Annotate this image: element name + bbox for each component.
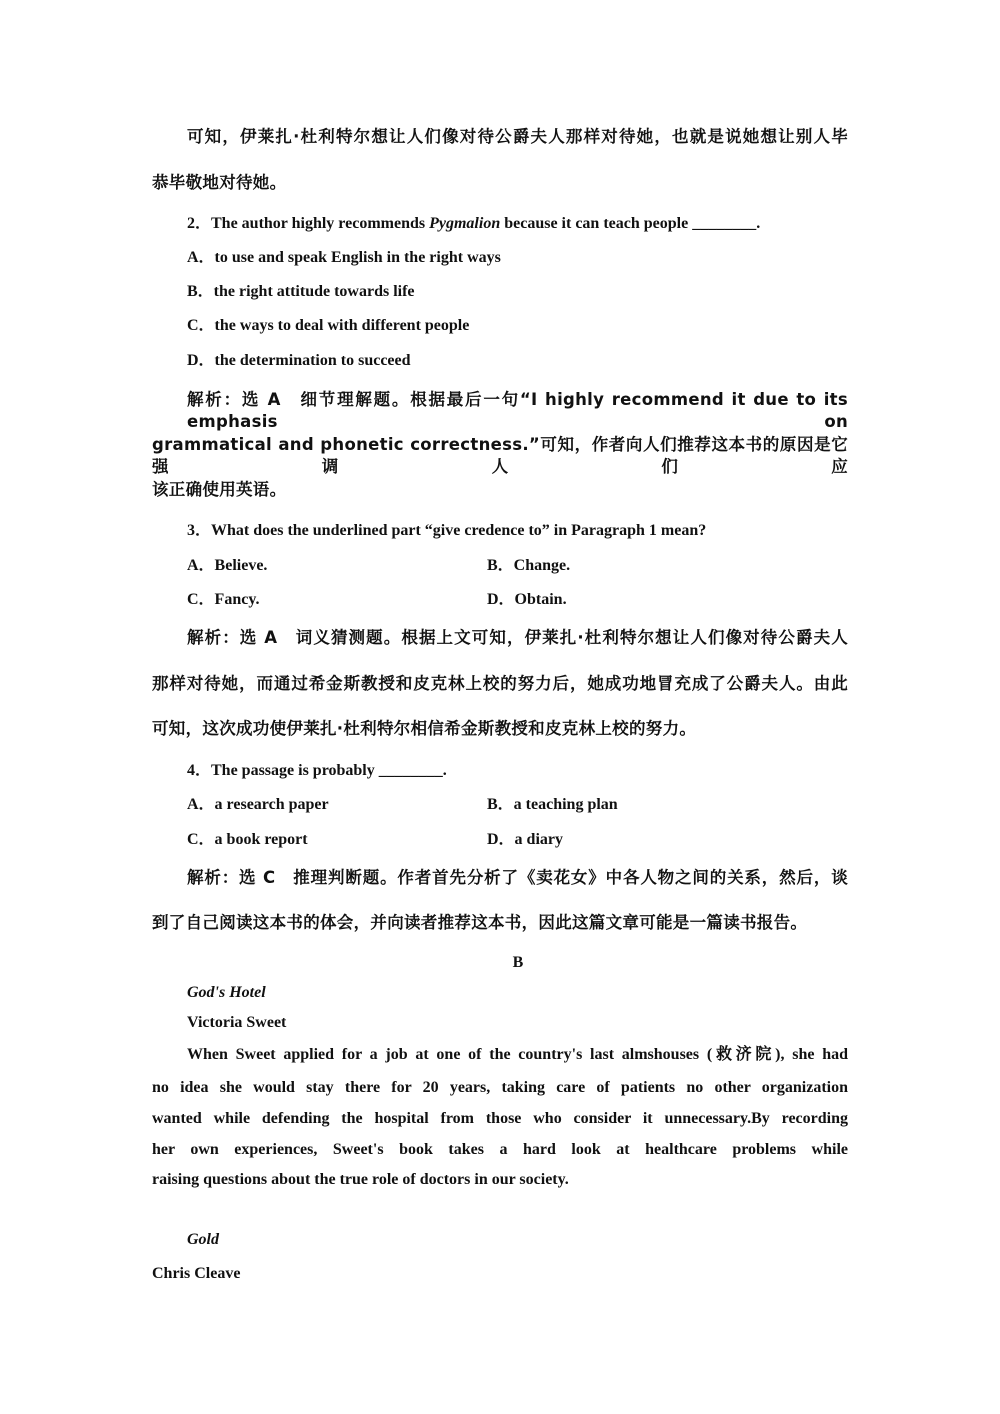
paragraph-line: When Sweet applied for a job at one of the country's last almshouses (救济院), she had — [187, 1046, 848, 1063]
analysis-line: 到了自己阅读这本书的体会，并向读者推荐这本书，因此这篇文章可能是一篇读书报告。 — [152, 913, 808, 932]
stem-text: 2．The author highly recommends — [187, 215, 430, 232]
option-b: B．a teaching plan — [487, 796, 618, 813]
paragraph-line: her own experiences, Sweet's book takes a hard look at healthcare problems while — [152, 1141, 848, 1158]
analysis-line: 解析：选 A 词义猜测题。根据上文可知，伊莱扎·杜利特尔想让人们像对待公爵夫人 — [187, 628, 848, 647]
book-title: Pygmalion — [429, 215, 501, 232]
option-row — [187, 555, 848, 577]
question-2-stem — [187, 213, 848, 235]
option-c: C．Fancy. — [187, 591, 260, 608]
analysis-line: 那样对待她，而通过希金斯教授和皮克林上校的努力后，她成功地冒充成了公爵夫人。由此 — [152, 674, 848, 693]
option-c: C．the ways to deal with different people — [187, 317, 470, 334]
option-row — [187, 794, 848, 816]
analysis-line: 可知，这次成功使伊莱扎·杜利特尔相信希金斯教授和皮克林上校的努力。 — [152, 719, 697, 738]
book-title: God's Hotel — [187, 984, 266, 1001]
option-b: B．Change. — [487, 557, 571, 574]
analysis-line: 可知，伊莱扎·杜利特尔想让人们像对待公爵夫人那样对待她，也就是说她想让别人毕 — [187, 127, 848, 146]
paragraph-line: raising questions about the true role of doctors in our society. — [152, 1171, 569, 1188]
paragraph-line: wanted while defending the hospital from those who consider it unnecessary.By recording — [152, 1110, 848, 1127]
book-author: Victoria Sweet — [187, 1014, 287, 1031]
question-4-stem: 4．The passage is probably ________. — [187, 762, 447, 779]
option-d: D．the determination to succeed — [187, 352, 411, 369]
section-heading: B — [512, 954, 524, 971]
option-b: B．the right attitude towards life — [187, 283, 415, 300]
option-row — [187, 589, 848, 611]
option-a: A．to use and speak English in the right ways — [187, 249, 501, 266]
option-d: D．Obtain. — [487, 591, 567, 608]
paragraph-line: no idea she would stay there for 20 years, taking care of patients no other organization — [152, 1079, 848, 1096]
option-a: A．Believe. — [187, 557, 268, 574]
book-title: Gold — [187, 1231, 219, 1248]
book-author: Chris Cleave — [152, 1265, 241, 1282]
analysis-line: 解析：选 C 推理判断题。作者首先分析了《卖花女》中各人物之间的关系，然后，谈 — [187, 868, 848, 887]
stem-text: because it can teach people ________. — [500, 215, 761, 232]
analysis-line: 该正确使用英语。 — [152, 480, 287, 499]
analysis-line: 解析：选 A 细节理解题。根据最后一句“I highly recommend it due to its emphasis on — [187, 390, 848, 431]
analysis-line: grammatical and phonetic correctness.”可知，作者向人们推荐这本书的原因是它强调人们应 — [152, 435, 848, 476]
option-c: C．a book report — [187, 831, 308, 848]
option-row — [187, 829, 848, 851]
analysis-line: 恭毕敬地对待她。 — [152, 173, 287, 192]
option-d: D．a diary — [487, 831, 564, 848]
question-3-stem: 3．What does the underlined part “give credence to” in Paragraph 1 mean? — [187, 522, 707, 539]
option-a: A．a research paper — [187, 796, 329, 813]
